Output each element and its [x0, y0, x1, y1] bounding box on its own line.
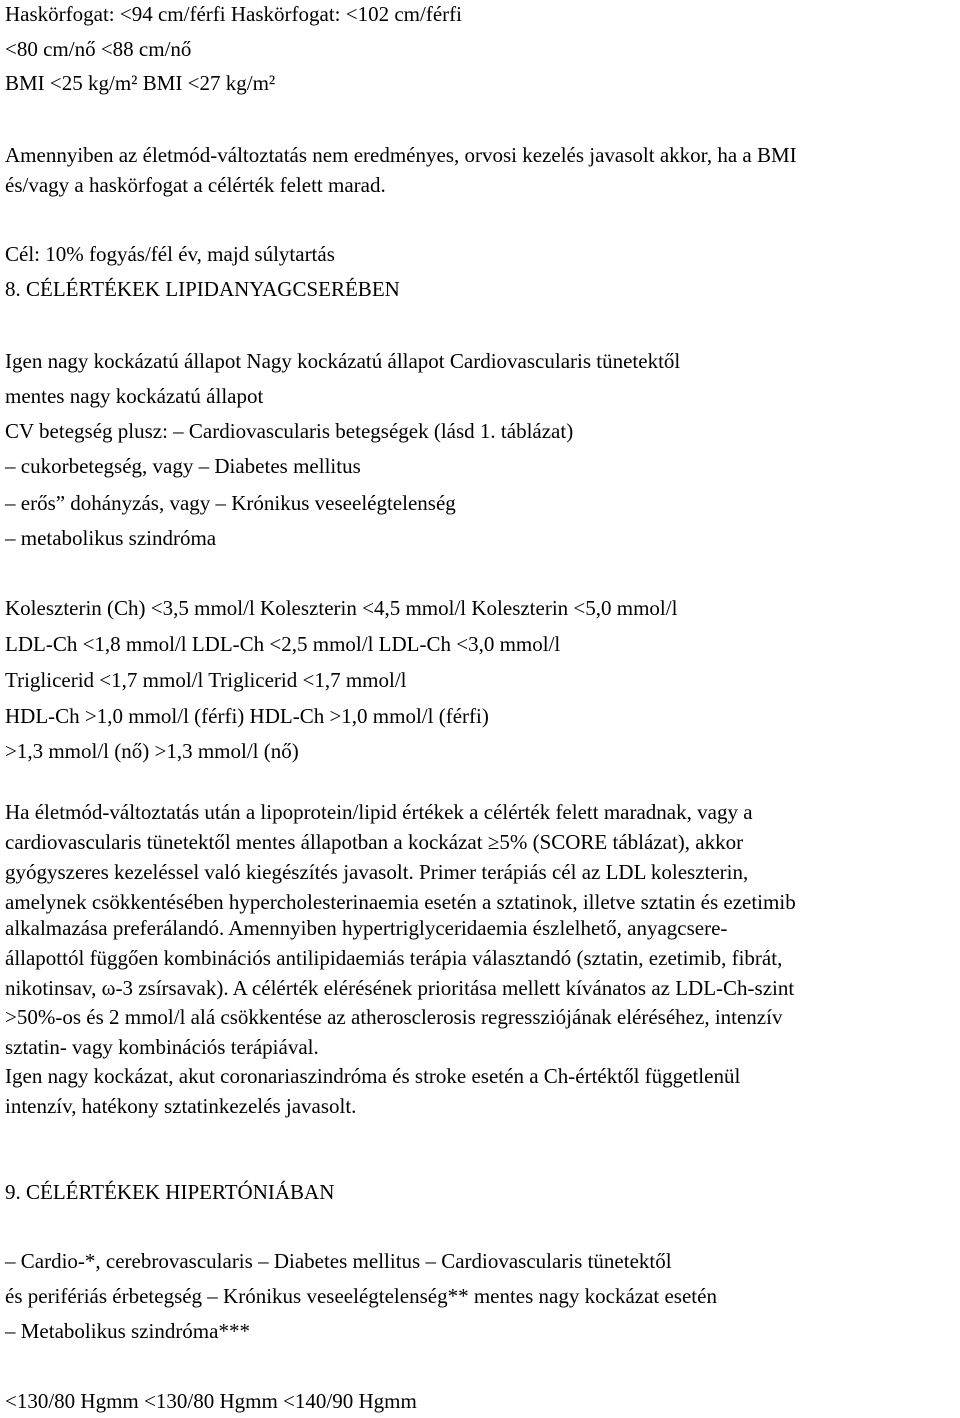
text-line: LDL-Ch <1,8 mmol/l LDL-Ch <2,5 mmol/l LDL-Ch <3,0 mmol/l: [5, 632, 561, 656]
text-line: – cukorbetegség, vagy – Diabetes mellitus: [5, 454, 361, 478]
text-line: <80 cm/nő <88 cm/nő: [5, 37, 192, 61]
text-line: mentes nagy kockázatú állapot: [5, 384, 264, 408]
paragraph-line: Ha életmód-változtatás után a lipoprotein/lipid értékek a célérték felett maradnak, vagy a: [5, 800, 753, 824]
paragraph-line: cardiovascularis tünetektől mentes állapotban a kockázat ≥5% (SCORE táblázat), akkor: [5, 830, 744, 854]
text-line: Amennyiben az életmód-változtatás nem eredményes, orvosi kezelés javasolt akkor, ha a BMI: [5, 143, 797, 167]
paragraph-line: Igen nagy kockázat, akut coronariaszindróma és stroke esetén a Ch-értéktől függetlenül: [5, 1064, 741, 1088]
paragraph-line: >50%-os és 2 mmol/l alá csökkentése az atherosclerosis regressziójának eléréséhez, intenzív: [5, 1005, 783, 1029]
paragraph-line: állapottól függően kombinációs antilipidaemiás terápia választandó (sztatin, ezetimib, fibrát,: [5, 946, 783, 970]
text-line: Koleszterin (Ch) <3,5 mmol/l Koleszterin <4,5 mmol/l Koleszterin <5,0 mmol/l: [5, 596, 678, 620]
section-heading: 9. CÉLÉRTÉKEK HIPERTÓNIÁBAN: [5, 1180, 335, 1204]
paragraph-line: intenzív, hatékony sztatinkezelés javasolt.: [5, 1094, 357, 1118]
text-line: CV betegség plusz: – Cardiovascularis betegségek (lásd 1. táblázat): [5, 419, 574, 443]
paragraph-line: gyógyszeres kezeléssel való kiegészítés javasolt. Primer terápiás cél az LDL koleszterin,: [5, 860, 749, 884]
text-line: – metabolikus szindróma: [5, 526, 217, 550]
paragraph-line: alkalmazása preferálandó. Amennyiben hypertriglyceridaemia észlelhető, anyagcsere-: [5, 916, 728, 940]
paragraph-line: amelynek csökkentésében hypercholesterinaemia esetén a sztatinok, illetve sztatin és ezetimib: [5, 890, 796, 914]
section-heading: 8. CÉLÉRTÉKEK LIPIDANYAGCSERÉBEN: [5, 277, 400, 301]
text-line: – erős” dohányzás, vagy – Krónikus veseelégtelenség: [5, 491, 456, 515]
text-line: és perifériás érbetegség – Krónikus veseelégtelenség** mentes nagy kockázat esetén: [5, 1284, 717, 1308]
text-line: <130/80 Hgmm <130/80 Hgmm <140/90 Hgmm: [5, 1389, 417, 1413]
text-line: Igen nagy kockázatú állapot Nagy kockázatú állapot Cardiovascularis tünetektől: [5, 349, 681, 373]
paragraph-line: nikotinsav, ω-3 zsírsavak). A célérték elérésének prioritása mellett kívánatos az LDL-Ch-szint: [5, 976, 795, 1000]
text-line: Haskörfogat: <94 cm/férfi Haskörfogat: <102 cm/férfi: [5, 2, 462, 26]
text-line: Cél: 10% fogyás/fél év, majd súlytartás: [5, 242, 335, 266]
paragraph-line: sztatin- vagy kombinációs terápiával.: [5, 1035, 319, 1059]
text-line: és/vagy a haskörfogat a célérték felett marad.: [5, 173, 386, 197]
text-line: BMI <25 kg/m² BMI <27 kg/m²: [5, 71, 276, 95]
text-line: HDL-Ch >1,0 mmol/l (férfi) HDL-Ch >1,0 mmol/l (férfi): [5, 704, 489, 728]
text-line: Triglicerid <1,7 mmol/l Triglicerid <1,7 mmol/l: [5, 668, 407, 692]
text-line: – Metabolikus szindróma***: [5, 1319, 250, 1343]
text-line: >1,3 mmol/l (nő) >1,3 mmol/l (nő): [5, 739, 299, 763]
text-line: – Cardio-*, cerebrovascularis – Diabetes mellitus – Cardiovascularis tünetektől: [5, 1249, 672, 1273]
